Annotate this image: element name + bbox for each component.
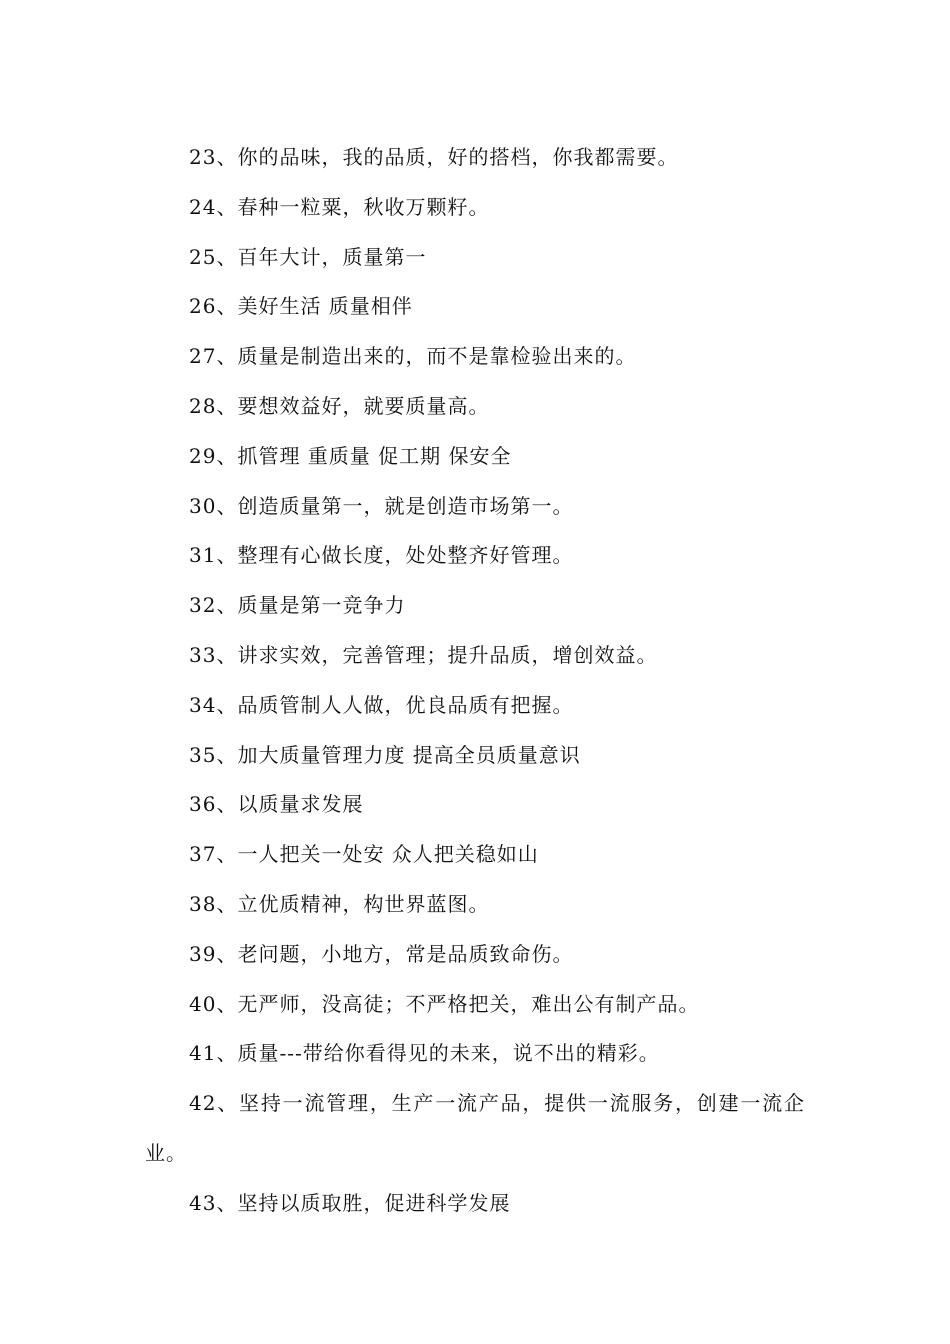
- list-item: 31、整理有心做长度，处处整齐好管理。: [189, 543, 574, 568]
- list-item: 29、抓管理 重质量 促工期 保安全: [189, 443, 512, 468]
- list-item: 35、加大质量管理力度 提高全员质量意识: [189, 742, 581, 767]
- list-item: 23、你的品味，我的品质，好的搭档，你我都需要。: [189, 145, 679, 169]
- list-item: 40、无严师，没高徒；不严格把关，难出公有制产品。: [189, 991, 700, 1016]
- list-item: 43、坚持以质取胜，促进科学发展: [189, 1190, 511, 1215]
- list-item: 33、讲求实效，完善管理；提升品质，增创效益。: [189, 642, 658, 667]
- list-item: 28、要想效益好，就要质量高。: [189, 393, 490, 418]
- list-item: 37、一人把关一处安 众人把关稳如山: [189, 842, 539, 867]
- list-item: 36、以质量求发展: [189, 792, 364, 817]
- list-item: 30、创造质量第一，就是创造市场第一。: [189, 493, 574, 518]
- list-item: 26、美好生活 质量相伴: [189, 294, 413, 319]
- list-item: 25、百年大计，质量第一: [189, 244, 427, 269]
- list-item: 38、立优质精神，构世界蓝图。: [189, 891, 490, 916]
- list-item: 41、质量---带给你看得见的未来，说不出的精彩。: [189, 1041, 660, 1066]
- slogan-list: [145, 133, 805, 1229]
- list-item: 24、春种一粒粟，秋收万颗籽。: [189, 194, 490, 219]
- list-item: 39、老问题，小地方，常是品质致命伤。: [189, 941, 574, 966]
- list-item: 42、坚持一流管理，生产一流产品，提供一流服务，创建一流企业。: [145, 1091, 805, 1165]
- list-item: 27、质量是制造出来的，而不是靠检验出来的。: [189, 344, 637, 369]
- list-item: 34、品质管制人人做，优良品质有把握。: [189, 692, 574, 717]
- list-item: 32、质量是第一竞争力: [189, 593, 406, 618]
